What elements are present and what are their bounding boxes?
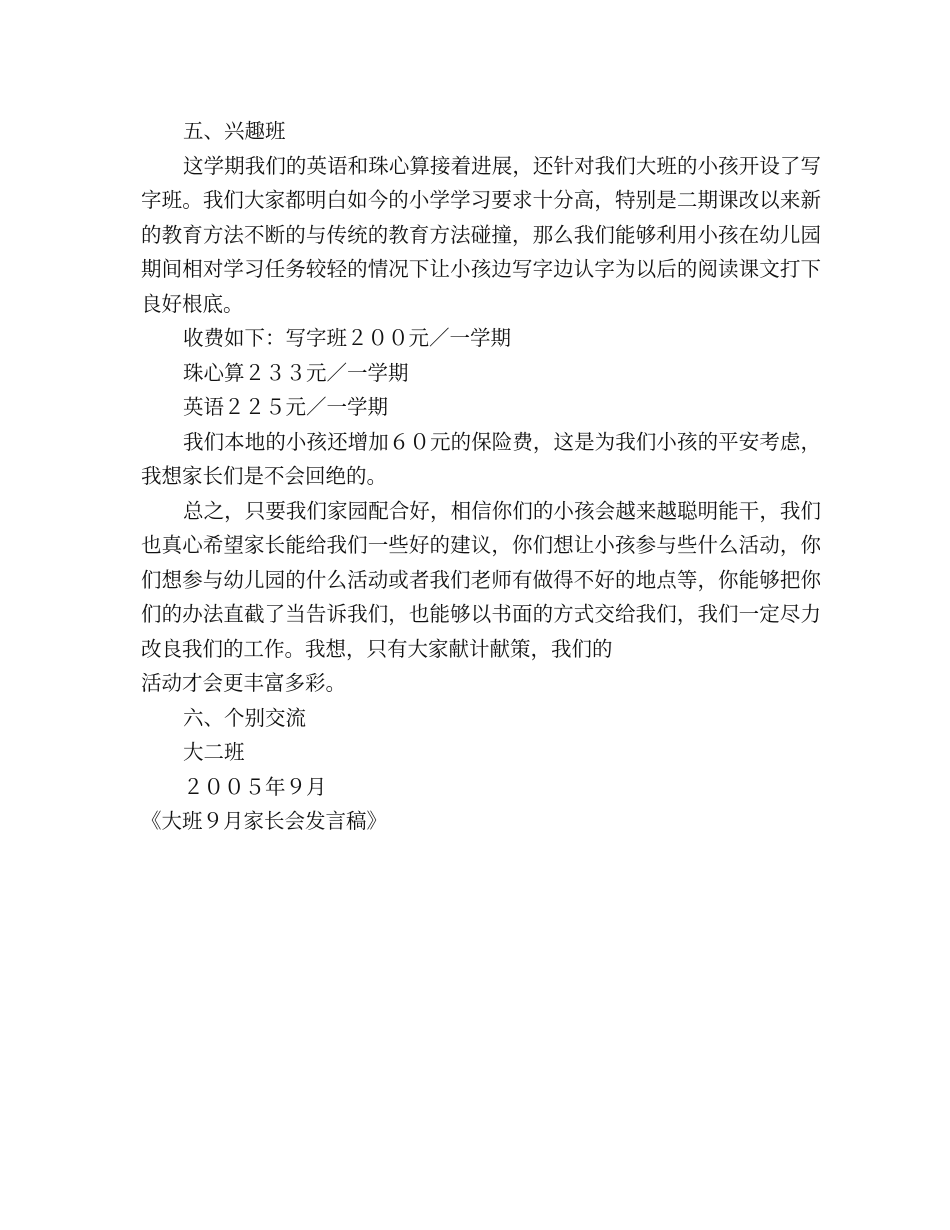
insurance-paragraph: 我们本地的小孩还增加６０元的保险费，这是为我们小孩的平安考虑，我想家长们是不会回绝的。 bbox=[141, 429, 821, 488]
fee-line-abacus: 珠心算２３３元／一学期 bbox=[183, 360, 409, 385]
document-title: 《大班９月家长会发言稿》 bbox=[141, 809, 387, 833]
fee-line-writing: 收费如下：写字班２００元／一学期 bbox=[183, 326, 511, 350]
document-date: ２００５年９月 bbox=[183, 774, 327, 799]
document-body bbox=[141, 114, 821, 839]
summary-paragraph: 总之，只要我们家园配合好，相信你们的小孩会越来越聪明能干，我们也真心希望家长能给我们一些好的建议，你们想让小孩参与些什么活动，你们想参与幼儿园的什么活动或者我们老师有做得不好的地点等，你能够把你们的办法直截了当告诉我们，也能够以书面的方式交给我们，我们一定尽力改良我们的工作。我想，只有大家献计献策，我们的 bbox=[141, 498, 821, 661]
fee-line-english: 英语２２５元／一学期 bbox=[183, 395, 388, 419]
summary-tail: 活动才会更丰富多彩。 bbox=[141, 671, 346, 695]
class-name: 大二班 bbox=[183, 740, 245, 764]
section6-heading: 六、个别交流 bbox=[183, 705, 306, 730]
section5-heading: 五、兴趣班 bbox=[183, 119, 286, 143]
section5-paragraph: 这学期我们的英语和珠心算接着进展，还针对我们大班的小孩开设了写字班。我们大家都明白如今的小学学习要求十分高，特别是二期课改以来新的教育方法不断的与传统的教育方法碰撞，那么我们能够利用小孩在幼儿园期间相对学习任务较轻的情况下让小孩边写字边认字为以后的阅读课文打下良好根底。 bbox=[141, 153, 821, 316]
